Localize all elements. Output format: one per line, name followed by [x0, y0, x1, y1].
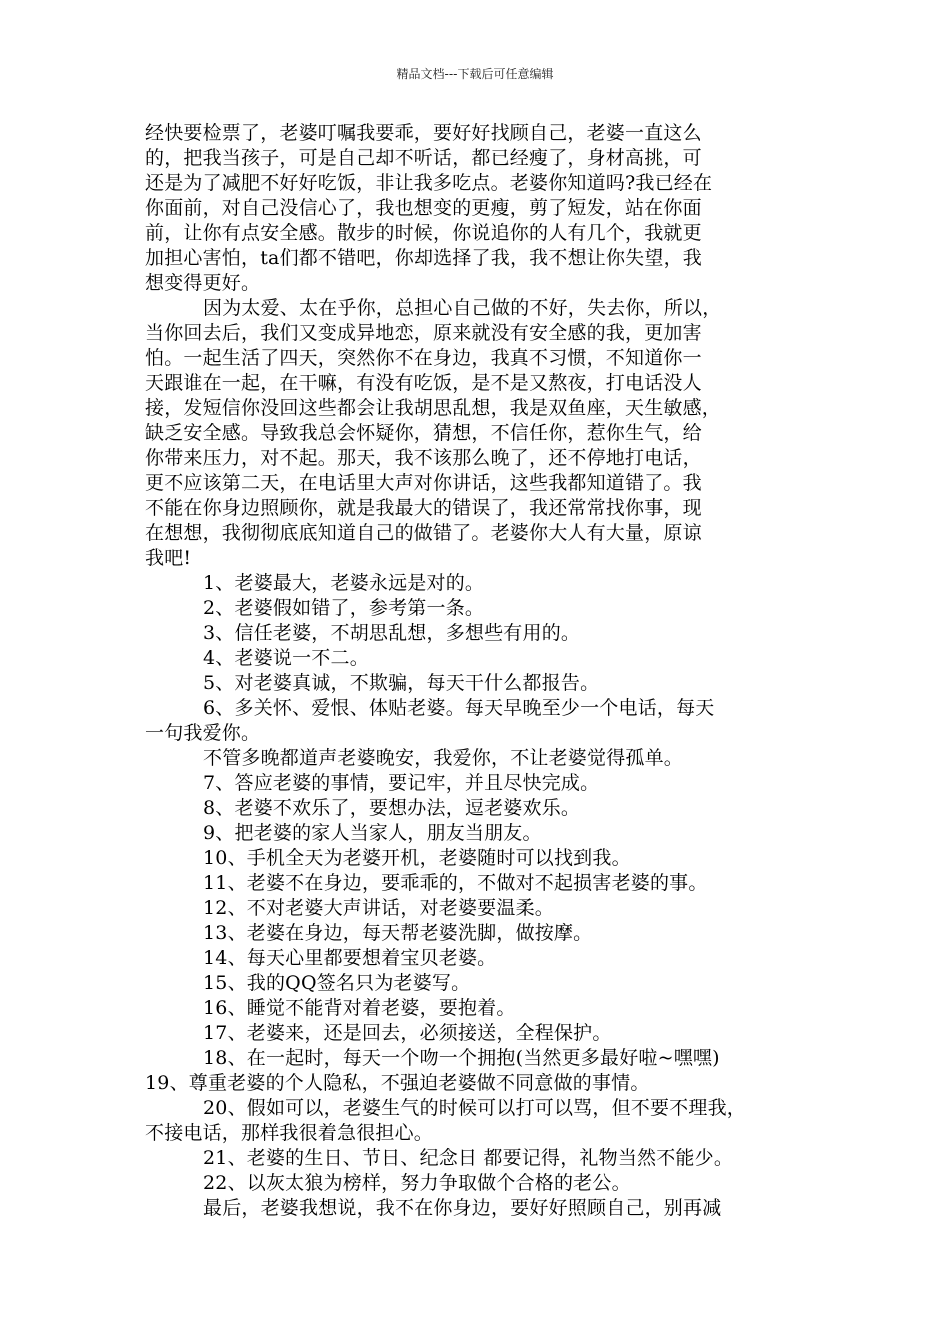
text-line: 19、尊重老婆的个人隐私，不强迫老婆做不同意做的事情。: [145, 1072, 650, 1094]
text-line: 10、手机全天为老婆开机，老婆随时可以找到我。: [203, 847, 631, 869]
text-line: 最后，老婆我想说，我不在你身边，要好好照顾自己，别再减: [203, 1197, 722, 1219]
text-line: 的，把我当孩子，可是自己却不听话，都已经瘦了，身材高挑，可: [145, 147, 702, 169]
text-line: 想变得更好。: [145, 272, 261, 294]
text-line: 加担心害怕，ta们都不错吧，你却选择了我，我不想让你失望，我: [145, 247, 702, 269]
text-line: 16、睡觉不能背对着老婆，要抱着。: [203, 997, 516, 1019]
text-line: 前，让你有点安全感。散步的时候，你说追你的人有几个，我就更: [145, 222, 702, 244]
text-line: 在想想，我彻彻底底知道自己的做错了。老婆你大人有大量，原谅: [145, 522, 702, 544]
text-line: 一句我爱你。: [145, 722, 261, 744]
text-line: 经快要检票了，老婆叮嘱我要乖，要好好找顾自己，老婆一直这么: [145, 122, 702, 144]
text-line: 4、老婆说一不二。: [203, 647, 369, 669]
text-line: 因为太爱、太在乎你，总担心自己做的不好，失去你，所以，: [203, 297, 722, 319]
page-header: 精品文档---下载后可任意编辑: [396, 67, 554, 81]
text-line: 15、我的QQ签名只为老婆写。: [203, 972, 471, 994]
text-line: 我吧!: [145, 547, 192, 569]
text-line: 6、多关怀、爱恨、体贴老婆。每天早晚至少一个电话，每天: [203, 697, 715, 719]
text-line: 缺乏安全感。导致我总会怀疑你，猜想，不信任你，惹你生气，给: [145, 422, 702, 444]
text-line: 你带来压力，对不起。那天，我不该那么晚了，还不停地打电话，: [145, 447, 702, 469]
text-line: 天跟谁在一起，在干嘛，有没有吃饭，是不是又熬夜，打电话没人: [145, 372, 702, 394]
text-line: 20、假如可以，老婆生气的时候可以打可以骂，但不要不理我，: [203, 1097, 746, 1119]
text-line: 还是为了减肥不好好吃饭，非让我多吃点。老婆你知道吗?我已经在: [145, 172, 713, 194]
text-line: 12、不对老婆大声讲话，对老婆要温柔。: [203, 897, 554, 919]
text-line: 8、老婆不欢乐了，要想办法，逗老婆欢乐。: [203, 797, 581, 819]
text-line: 21、老婆的生日、节日、纪念日 都要记得，礼物当然不能少。: [203, 1147, 734, 1169]
text-line: 不能在你身边照顾你，就是我最大的错误了，我还常常找你事，现: [145, 497, 702, 519]
text-line: 3、信任老婆，不胡思乱想，多想些有用的。: [203, 622, 581, 644]
text-line: 1、老婆最大，老婆永远是对的。: [203, 572, 485, 594]
text-line: 不接电话，那样我很着急很担心。: [145, 1122, 434, 1144]
text-line: 怕。一起生活了四天，突然你不在身边，我真不习惯，不知道你一: [145, 347, 702, 369]
text-line: 更不应该第二天，在电话里大声对你讲话，这些我都知道错了。我: [145, 472, 702, 494]
text-line: 9、把老婆的家人当家人，朋友当朋友。: [203, 822, 542, 844]
text-line: 你面前，对自己没信心了，我也想变的更瘦，剪了短发，站在你面: [145, 197, 702, 219]
document-body: [145, 121, 825, 1221]
text-line: 13、老婆在身边，每天帮老婆洗脚，做按摩。: [203, 922, 593, 944]
text-line: 17、老婆来，还是回去，必须接送，全程保护。: [203, 1022, 612, 1044]
text-line: 2、老婆假如错了，参考第一条。: [203, 597, 485, 619]
text-line: 18、在一起时，每天一个吻一个拥抱(当然更多最好啦~嘿嘿): [203, 1047, 720, 1069]
text-line: 接，发短信你没回这些都会让我胡思乱想，我是双鱼座，天生敏感，: [145, 397, 722, 419]
text-line: 22、以灰太狼为榜样，努力争取做个合格的老公。: [203, 1172, 631, 1194]
text-line: 11、老婆不在身边，要乖乖的，不做对不起损害老婆的事。: [203, 872, 708, 894]
text-line: 当你回去后，我们又变成异地恋，原来就没有安全感的我，更加害: [145, 322, 702, 344]
text-line: 5、对老婆真诚，不欺骗，每天干什么都报告。: [203, 672, 600, 694]
text-line: 14、每天心里都要想着宝贝老婆。: [203, 947, 497, 969]
text-line: 不管多晚都道声老婆晚安，我爱你，不让老婆觉得孤单。: [203, 747, 684, 769]
text-line: 7、答应老婆的事情，要记牢，并且尽快完成。: [203, 772, 600, 794]
